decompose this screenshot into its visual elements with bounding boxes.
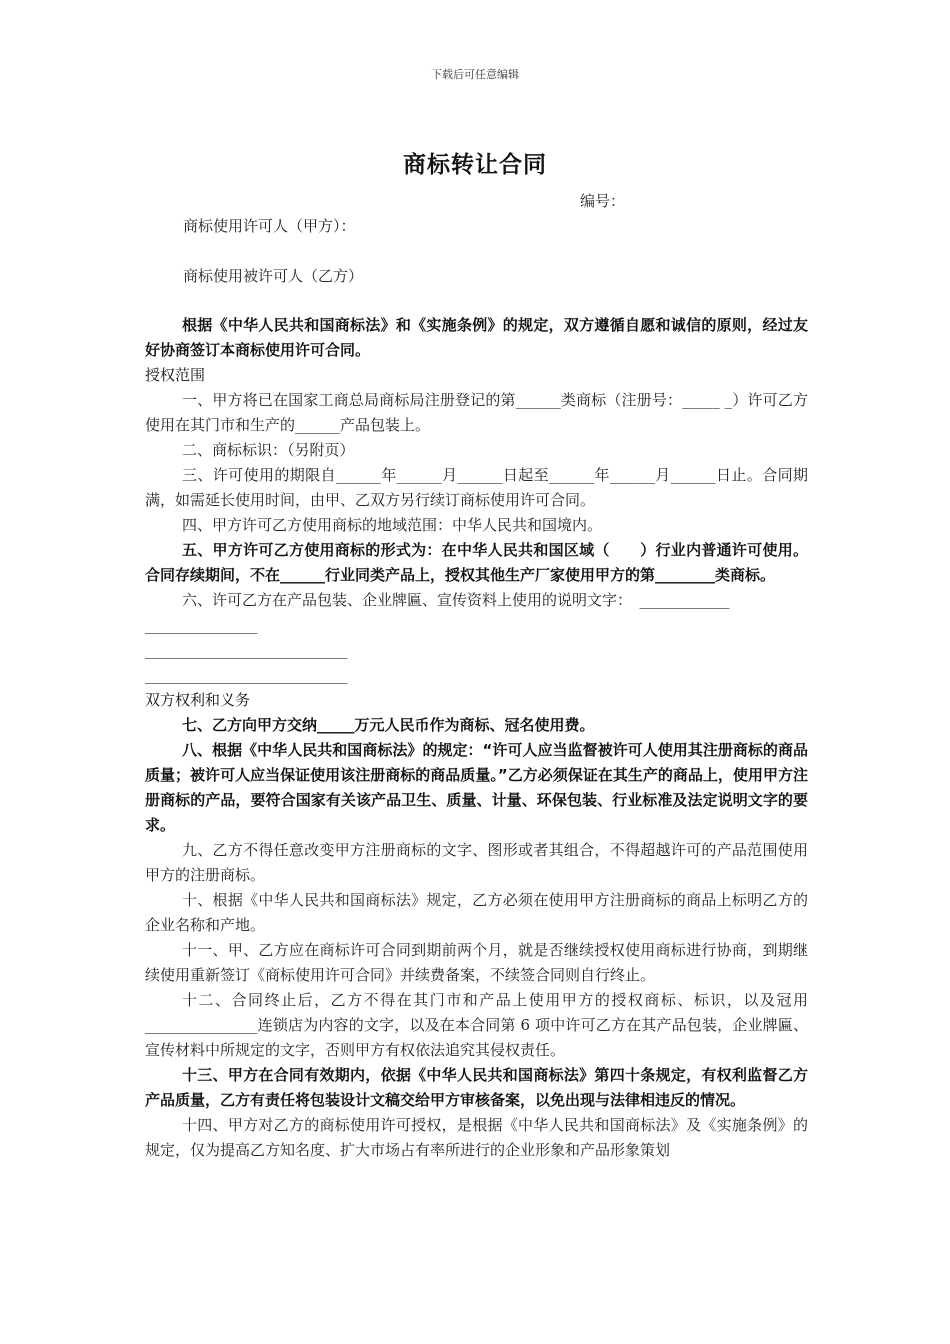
licensor-label: 商标使用许可人（甲方）： [183,217,356,235]
clause-5: 五、甲方许可乙方使用商标的形式为：在中华人民共和国区域（ ）行业内普通许可使用。合同存续期间，不在______行业同类产品上，授权其他生产厂家使用甲方的第________类商标。 [145,541,808,584]
contract-title: 商标转让合同 [403,152,547,178]
clause-6: 六、许可乙方在产品包装、企业牌匾、宣传资料上使用的说明文字： ____________ [182,591,730,609]
licensee-label: 商标使用被许可人（乙方） [183,267,364,285]
clause-14: 十四、甲方对乙方的商标使用许可授权，是根据《中华人民共和国商标法》及《实施条例》的规定，仅为提高乙方知名度、扩大市场占有率所进行的企业形象和产品形象策划 [145,1116,808,1159]
clause-12: 十二、合同终止后，乙方不得在其门市和产品上使用甲方的授权商标、标识，以及冠用_______________连锁店为内容的文字，以及在本合同第 6 项中许可乙方在其产品包装，企业牌匾、宣传材料中所规定的文字，否则甲方有权依法追究其侵权责任。 [145,991,808,1059]
clause-11: 十一、甲、乙方应在商标许可合同到期前两个月，就是否继续授权使用商标进行协商，到期继续使用重新签订《商标使用许可合同》并续费备案，不续签合同则自行终止。 [145,941,808,984]
clause-1: 一、甲方将已在国家工商总局商标局注册登记的第______类商标（注册号：_____ _）许可乙方使用在其门市和生产的______产品包装上。 [145,391,808,434]
section-heading-rights: 双方权利和义务 [145,691,251,709]
clause-10: 十、根据《中华人民共和国商标法》规定，乙方必须在使用甲方注册商标的商品上标明乙方的企业名称和产地。 [145,891,808,934]
clause-9: 九、乙方不得任意改变甲方注册商标的文字、图形或者其组合，不得超越许可的产品范围使用甲方的注册商标。 [145,841,808,884]
clause-7: 七、乙方向甲方交纳_____万元人民币作为商标、冠名使用费。 [182,716,595,734]
clause-4: 四、甲方许可乙方使用商标的地域范围：中华人民共和国境内。 [182,516,603,534]
section-heading-scope: 授权范围 [145,366,206,384]
blank-line-1: _______________ [145,616,258,634]
contract-body [145,313,808,1163]
blank-line-2: ___________________________ [145,641,348,659]
clause-2: 二、商标标识：（另附页） [182,441,355,459]
clause-8: 八、根据《中华人民共和国商标法》的规定：“许可人应当监督被许可人使用其注册商标的商品质量；被许可人应当保证使用该注册商标的商品质量。”乙方必须保证在其生产的商品上，使用甲方注册商标的产品，要符合国家有关该产品卫生、质量、计量、环保包装、行业标准及法定说明文字的要求。 [145,741,808,834]
page-header: 下载后可任意编辑 [431,68,519,81]
contract-number-label: 编号： [580,192,626,210]
blank-line-3: ___________________________ [145,666,348,684]
intro-paragraph: 根据《中华人民共和国商标法》和《实施条例》的规定，双方遵循自愿和诚信的原则，经过友好协商签订本商标使用许可合同。 [145,316,808,359]
clause-3: 三、许可使用的期限自______年______月______日起至______年______月______日止。合同期满，如需延长使用时间，由甲、乙双方另行续订商标使用许可合同。 [145,466,808,509]
clause-13: 十三、甲方在合同有效期内，依据《中华人民共和国商标法》第四十条规定，有权利监督乙方产品质量，乙方有责任将包装设计文稿交给甲方审核备案，以免出现与法律相违反的情况。 [145,1066,808,1109]
